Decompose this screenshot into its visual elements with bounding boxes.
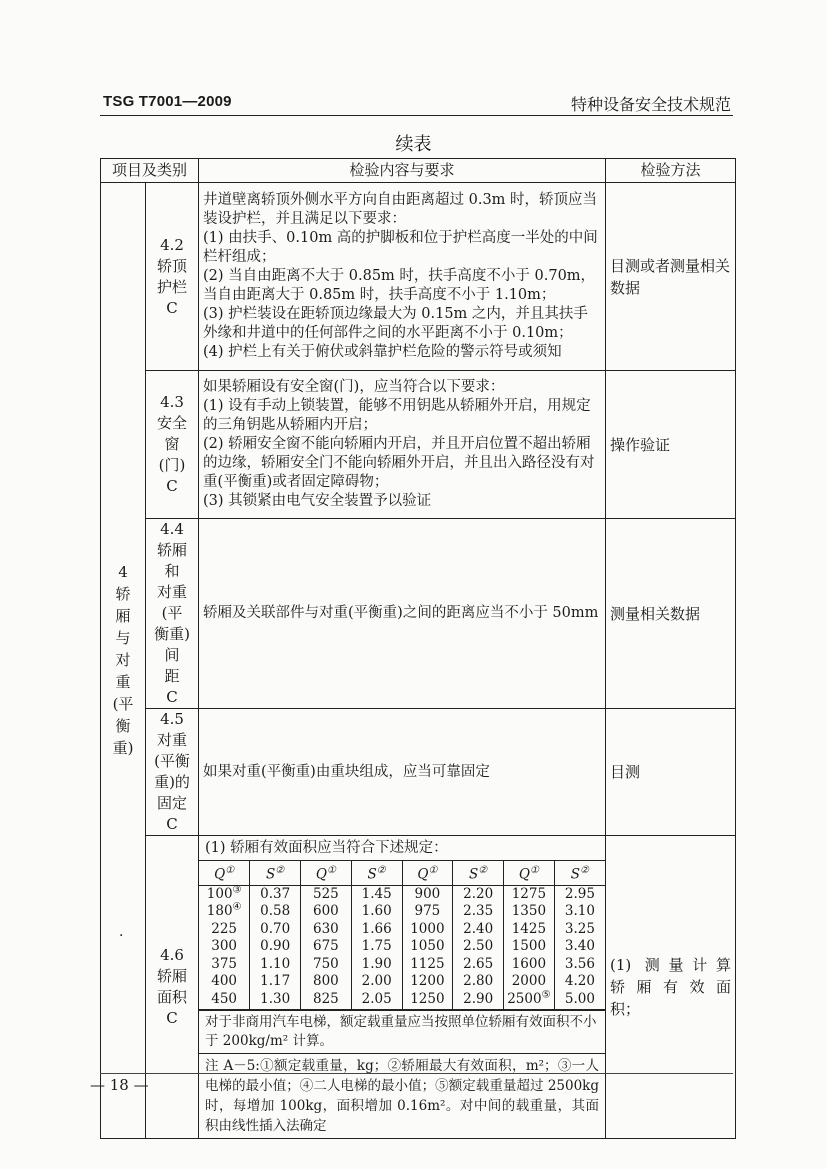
area-value: 1.60	[361, 903, 392, 920]
method-4-3: 操作验证	[606, 371, 736, 519]
item-4-4: 4.4 轿厢和 对重(平 衡重)间 距 C	[146, 519, 199, 709]
table-row	[101, 371, 736, 519]
area-value: 2.95	[564, 885, 595, 902]
method-4-5: 目测	[606, 709, 736, 836]
area-value: 375	[211, 955, 238, 972]
area-header-cell: Q①	[504, 861, 555, 886]
area-header-cell: S②	[453, 861, 504, 886]
area-column	[351, 885, 402, 1009]
area-value: 2.65	[463, 955, 494, 972]
doc-code: TSG T7001—2009	[103, 93, 232, 110]
table-row	[101, 836, 736, 1139]
footer-rule	[100, 1073, 733, 1074]
table-row	[101, 709, 736, 836]
table-header-row	[101, 159, 736, 183]
area-value: 1.90	[361, 955, 392, 972]
area-value: 3.56	[564, 955, 595, 972]
method-4-4: 测量相关数据	[606, 519, 736, 709]
area-table-header	[199, 861, 605, 886]
page-number: — 18 —	[90, 1076, 149, 1094]
area-value: 4.20	[564, 973, 595, 990]
requirement-4-4: 轿厢及关联部件与对重(平衡重)之间的距离应当不小于 50mm	[199, 519, 606, 709]
area-value: 1050	[410, 938, 445, 955]
requirement-4-6	[199, 836, 606, 1139]
area-table-body	[199, 885, 605, 1009]
table-row	[101, 519, 736, 709]
doc-series-title: 特种设备安全技术规范	[570, 95, 731, 114]
method-4-6: (1) 测量计算 轿厢有效面 积；	[606, 836, 736, 1139]
area-value: 1425	[511, 920, 547, 937]
table-row	[101, 183, 736, 371]
area-column	[301, 885, 352, 1009]
area-value: 3.25	[564, 920, 595, 937]
area-column	[199, 885, 250, 1009]
area-value: 600	[313, 903, 339, 920]
item-4-5: 4.5 对重 (平衡 重)的 固定 C	[146, 709, 199, 836]
area-value: 100③	[206, 884, 242, 902]
area-value: 800	[313, 973, 339, 990]
area-value: 450	[211, 991, 238, 1008]
area-value: 2.00	[361, 973, 392, 990]
header-rule	[100, 115, 733, 116]
area-value: 2.40	[463, 920, 494, 937]
area-value: 0.90	[260, 938, 291, 955]
area-value: 2.80	[463, 973, 494, 990]
requirement-4-5: 如果对重(平衡重)由重块组成，应当可靠固定	[199, 709, 606, 836]
area-value: 900	[414, 885, 441, 902]
area-table	[199, 860, 605, 1010]
area-value: 750	[313, 955, 339, 972]
stray-mark: ·	[119, 928, 124, 944]
area-column	[402, 885, 453, 1009]
area-value: 630	[313, 920, 339, 937]
area-value: 400	[211, 973, 238, 990]
area-value: 3.10	[564, 903, 595, 920]
area-header-cell: S②	[250, 861, 301, 886]
col-header-requirements: 检验内容与要求	[199, 159, 606, 183]
area-value: 1.10	[260, 955, 291, 972]
requirement-4-2: 井道壁离轿顶外侧水平方向自由距离超过 0.3m 时，轿顶应当装设护栏，并且满足以下要求： (1) 由扶手、0.10m 高的护脚板和位于护栏高度一半处的中间栏杆组成； (2) 当自由距离不大于 0.85m 时，扶手高度不小于 0.70m，当自由距离大于 0.85m 时，扶手高度不小于 1.10m； (3) 护栏装设在距轿顶边缘最大为 0.15m 之内，并且其扶手外缘和井道中的任何部件之间的水平距离不小于 0.10m； (4) 护栏上有关于俯伏或斜靠护栏危险的警示符号或须知	[199, 183, 606, 371]
area-value: 1.45	[361, 885, 392, 902]
area-column	[504, 885, 555, 1009]
area-value: 1.17	[260, 973, 291, 990]
table-caption: 续表	[395, 134, 432, 155]
area-header-cell: S②	[554, 861, 605, 886]
area-value: 1500	[511, 938, 547, 955]
area-footnote: 注 A－5:①额定载重量，kg；②轿厢最大有效面积，m²；③一人电梯的最小值；④二人电梯的最小值；⑤额定载重量超过 2500kg 时，每增加 100kg，面积增加 0.16m²。对中间的载重量，其面积由线性插入法确定	[199, 1053, 605, 1138]
area-value: 225	[211, 920, 238, 937]
area-intro: (1) 轿厢有效面积应当符合下述规定：	[205, 840, 448, 856]
area-value: 1000	[410, 920, 445, 937]
area-value: 0.37	[260, 885, 291, 902]
area-value: 1600	[511, 955, 547, 972]
area-value: 1350	[511, 903, 547, 920]
area-column	[453, 885, 504, 1009]
col-header-method: 检验方法	[606, 159, 736, 183]
area-header-cell: S②	[351, 861, 402, 886]
area-value: 1.75	[361, 938, 392, 955]
area-value: 2.20	[463, 885, 494, 902]
area-value: 3.40	[564, 938, 595, 955]
area-header-cell: Q①	[199, 861, 250, 886]
inspection-table	[100, 158, 736, 1139]
item-4-6: 4.6 轿厢 面积 C	[146, 836, 199, 1139]
area-value: 525	[313, 885, 339, 902]
method-4-2: 目测或者测量相关数据	[606, 183, 736, 371]
area-value: 1125	[410, 955, 445, 972]
area-note-nonpassenger: 对于非商用汽车电梯，额定载重量应当按照单位轿厢有效面积不小于 200kg/m² 计算。	[199, 1010, 605, 1053]
area-value: 2.05	[361, 991, 392, 1008]
area-value: 825	[313, 991, 339, 1008]
area-value: 1200	[410, 973, 445, 990]
area-value: 1275	[511, 885, 547, 902]
area-value: 2.90	[463, 991, 494, 1008]
item-4-3: 4.3 安全 窗 (门) C	[146, 371, 199, 519]
area-header-cell: Q①	[301, 861, 352, 886]
area-value: 2.50	[463, 938, 494, 955]
area-value: 675	[313, 938, 339, 955]
col-header-item: 项目及类别	[101, 159, 199, 183]
area-value: 180④	[206, 901, 242, 920]
area-value: 2500⑤	[507, 989, 551, 1008]
area-value: 0.70	[260, 920, 291, 937]
area-header-cell: Q①	[402, 861, 453, 886]
area-value: 2000	[511, 973, 547, 990]
item-4-2: 4.2 轿顶 护栏 C	[146, 183, 199, 371]
area-value: 5.00	[564, 991, 595, 1008]
area-value: 1.66	[361, 920, 392, 937]
requirement-4-3: 如果轿厢设有安全窗(门)，应当符合以下要求： (1) 设有手动上锁装置，能够不用钥匙从轿厢外开启，用规定的三角钥匙从轿厢内开启； (2) 轿厢安全窗不能向轿厢内开启，并且开启位置不超出轿厢的边缘，轿厢安全门不能向轿厢外开启，并且出入路径没有对重(平衡重)或者固定障碍物； (3) 其锁紧由电气安全装置予以验证	[199, 371, 606, 519]
area-value: 975	[414, 903, 441, 920]
area-value: 300	[211, 938, 238, 955]
area-column	[250, 885, 301, 1009]
area-value: 2.35	[463, 903, 494, 920]
area-column	[554, 885, 605, 1009]
category-cell: 4 轿 厢 与 对 重 (平 衡 重)	[101, 183, 146, 1139]
area-value: 1250	[410, 991, 445, 1008]
area-value: 1.30	[260, 991, 291, 1008]
area-value: 0.58	[260, 903, 291, 920]
